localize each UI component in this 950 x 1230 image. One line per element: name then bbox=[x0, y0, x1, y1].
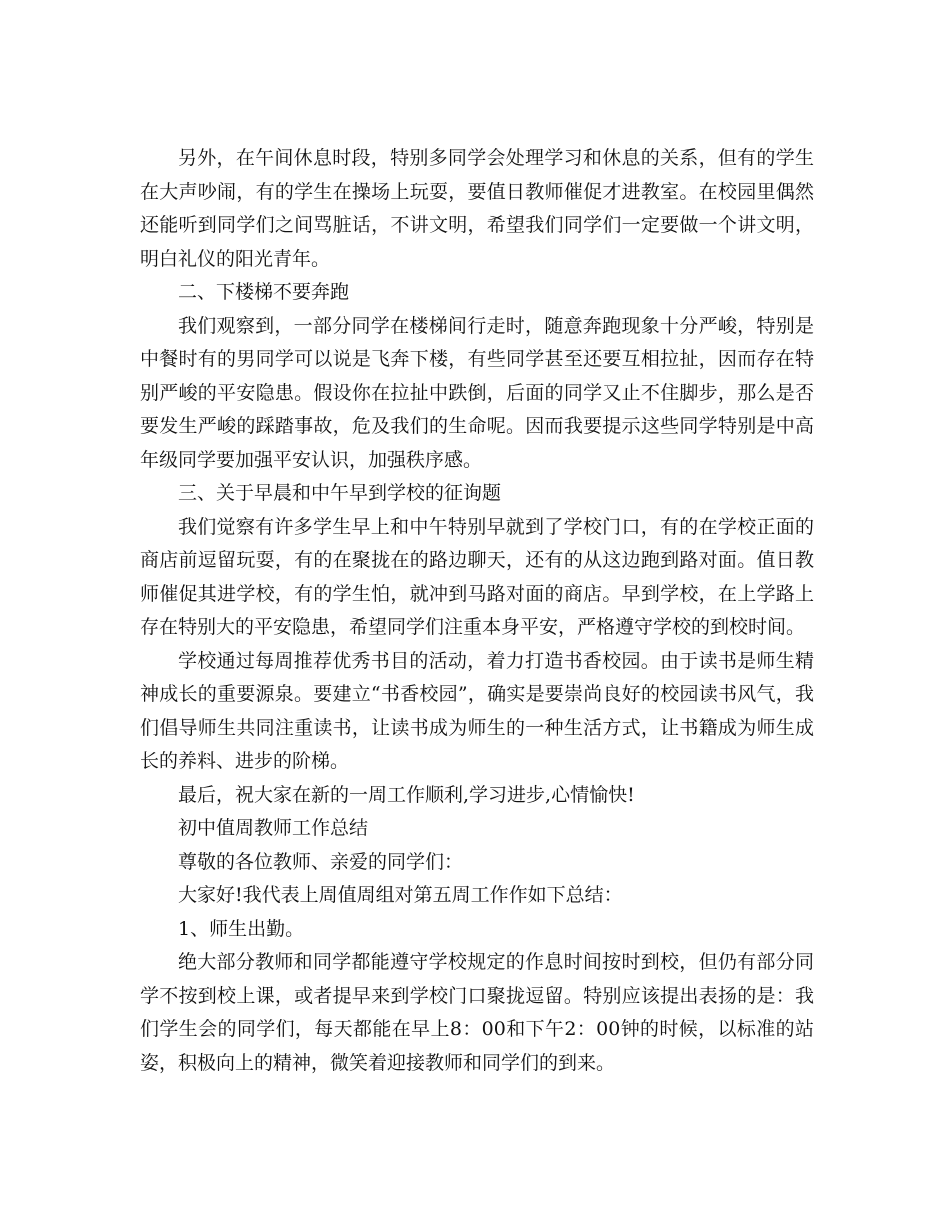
document-page bbox=[140, 142, 814, 1080]
greeting: 大家好!我代表上周值周组对第五周工作作如下总结： bbox=[178, 884, 623, 906]
heading-stairs: 二、下楼梯不要奔跑 bbox=[178, 281, 350, 303]
paragraph-stairs: 我们观察到，一部分同学在楼梯间行走时，随意奔跑现象十分严峻，特别是中餐时有的男同学可以说是飞奔下楼，有些同学甚至还要互相拉扯，因而存在特别严峻的平安隐患。假设你在拉扯中跌倒，后面的同学又止不住脚步，那么是否要发生严峻的踩踏事故，危及我们的生命呢。因而我要提示这些同学特别是中高年级同学要加强平安认识，加强秩序感。 bbox=[140, 314, 814, 471]
title-summary: 初中值周教师工作总结 bbox=[178, 817, 369, 839]
paragraph-early-arrival: 我们觉察有许多学生早上和中午特别早就到了学校门口，有的在学校正面的商店前逗留玩耍，有的在聚拢在的路边聊天，还有的从这边跑到路对面。值日教师催促其进学校，有的学生怕，就冲到马路对面的商店。早到学校，在上学路上存在特别大的平安隐患，希望同学们注重本身平安，严格遵守学校的到校时间。 bbox=[140, 515, 814, 638]
paragraph-attendance: 绝大部分教师和同学都能遵守学校规定的作息时间按时到校，但仍有部分同学不按到校上课，或者提早来到学校门口聚拢逗留。特别应该提出表扬的是：我们学生会的同学们，每天都能在早上8：00和下午2：00钟的时候，以标准的站姿，积极向上的精神，微笑着迎接教师和同学们的到来。 bbox=[140, 951, 814, 1074]
paragraph-closing-wishes: 最后，祝大家在新的一周工作顺利,学习进步,心情愉快! bbox=[178, 783, 635, 806]
paragraph-lunch-break: 另外，在午间休息时段，特别多同学会处理学习和休息的关系，但有的学生在大声吵闹，有的学生在操场上玩耍，要值日教师催促才进教室。在校园里偶然还能听到同学们之间骂脏话，不讲文明，希望我们同学们一定要做一个讲文明，明白礼仪的阳光青年。 bbox=[140, 147, 814, 270]
paragraph-reading: 学校通过每周推荐优秀书目的活动，着力打造书香校园。由于读书是师生精神成长的重要源泉。要建立“书香校园”，确实是要崇尚良好的校园读书风气，我们倡导师生共同注重读书，让读书成为师生的一种生活方式，让书籍成为师生成长的养料、进步的阶梯。 bbox=[140, 649, 814, 772]
heading-attendance: 1、师生出勤。 bbox=[178, 917, 305, 940]
salutation: 尊敬的各位教师、亲爱的同学们： bbox=[178, 850, 464, 873]
heading-early-arrival: 三、关于早晨和中午早到学校的征询题 bbox=[178, 482, 502, 504]
